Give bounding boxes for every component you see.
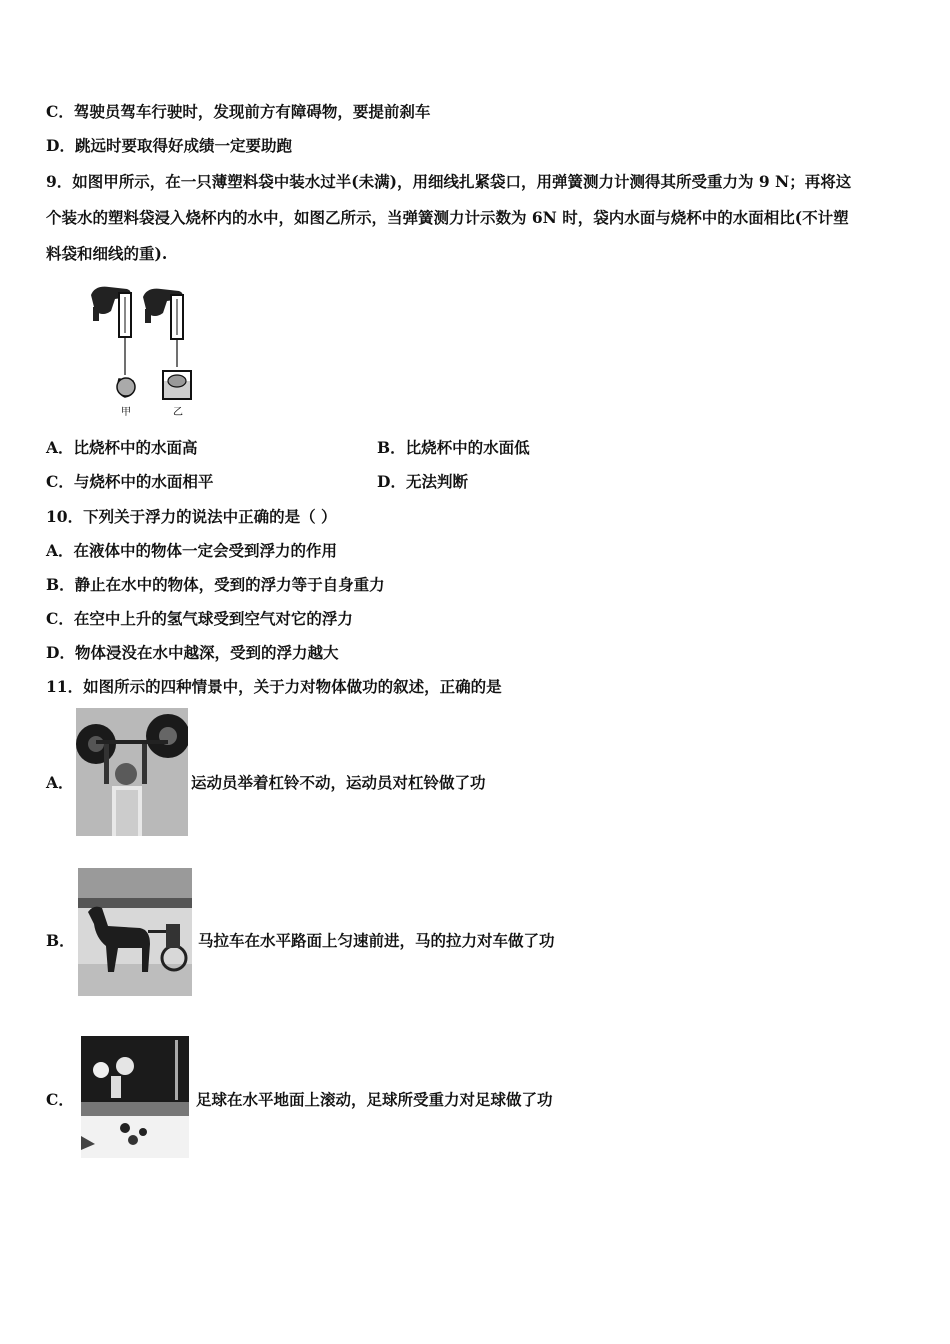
water-bag-a [117,378,135,397]
q11-option-c-label: C． [46,1090,74,1109]
spring-scale-b [171,295,183,367]
q10-option-c: C．在空中上升的氢气球受到空气对它的浮力 [46,609,353,628]
q10-option-d: D．物体浸没在水中越深，受到的浮力越大 [46,643,339,662]
q11-option-c-text: 足球在水平地面上滚动，足球所受重力对足球做了功 [196,1090,553,1109]
q11-option-b-text: 马拉车在水平路面上匀速前进，马的拉力对车做了功 [198,931,555,950]
q9-option-d: D．无法判断 [377,472,468,491]
q11-option-a-text: 运动员举着杠铃不动，运动员对杠铃做了功 [191,773,486,792]
q11-option-a-label: A． [46,773,74,792]
q11-stem: 11．如图所示的四种情景中，关于力对物体做功的叙述，正确的是 [46,677,502,696]
spring-scale-a [119,293,131,375]
q10-option-b: B．静止在水中的物体，受到的浮力等于自身重力 [46,575,385,594]
weightlifter-photo [76,708,188,836]
fig-label-b: 乙 [173,407,183,418]
football-photo [81,1036,189,1158]
fig-label-a: 甲 [121,407,131,418]
q9-stem-line3: 料袋和细线的重). [46,244,168,263]
beaker-icon [163,371,191,399]
q8-option-c: C．驾驶员驾车行驶时，发现前方有障碍物，要提前刹车 [46,102,431,121]
q10-stem: 10．下列关于浮力的说法中正确的是（ ） [46,507,337,526]
q9-option-a: A．比烧杯中的水面高 [46,438,198,457]
horse-cart-photo [78,868,192,996]
q9-spring-scale-figure [85,283,215,418]
q8-option-d: D．跳远时要取得好成绩一定要助跑 [46,136,292,155]
q9-option-b: B．比烧杯中的水面低 [377,438,530,457]
q11-option-b-label: B． [46,931,75,950]
q10-option-a: A．在液体中的物体一定会受到浮力的作用 [46,541,338,560]
q9-stem-line1: 9．如图甲所示，在一只薄塑料袋中装水过半(未满)，用细线扎紧袋口，用弹簧测力计测得其所受重力为 9 N；再将这 [46,172,852,191]
q9-stem-line2: 个装水的塑料袋浸入烧杯内的水中，如图乙所示，当弹簧测力计示数为 6N 时，袋内水面与烧杯中的水面相比(不计塑 [46,208,849,227]
q9-option-c: C．与烧杯中的水面相平 [46,472,214,491]
